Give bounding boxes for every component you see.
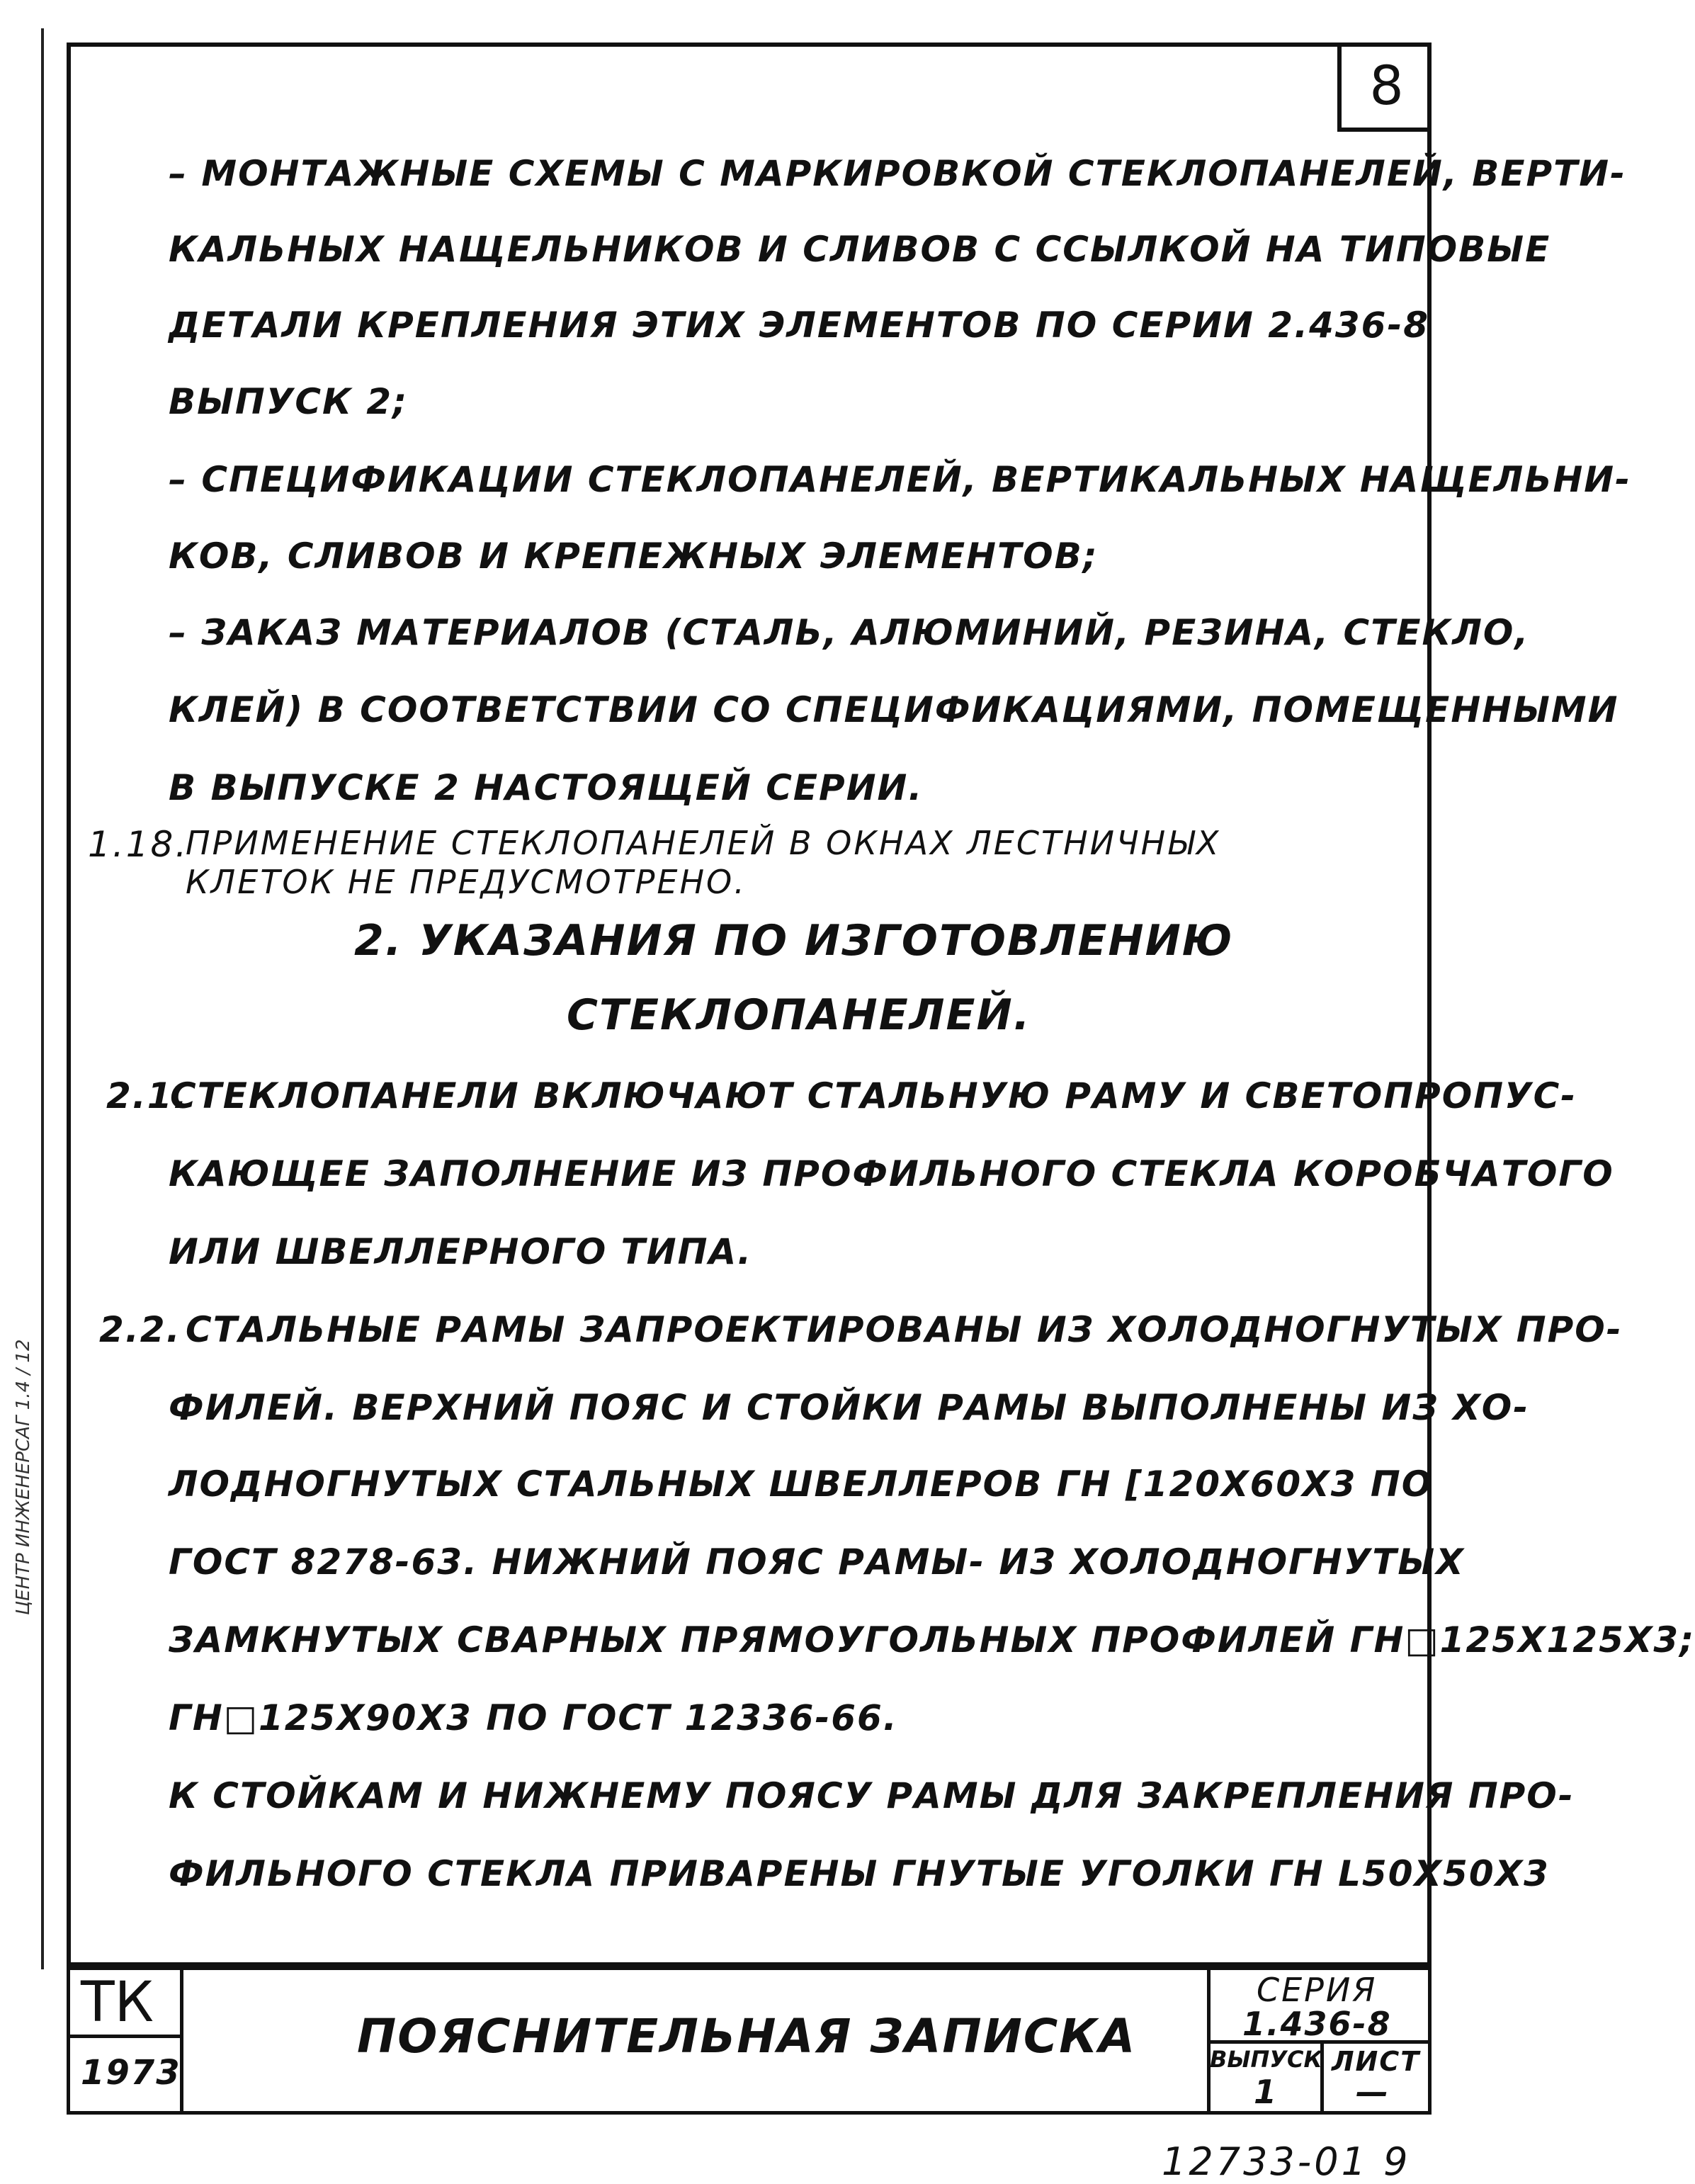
title-block-left-line xyxy=(67,1967,70,2115)
page-number: 8 xyxy=(1337,43,1432,132)
series-label: СЕРИЯ xyxy=(1257,1971,1378,2009)
title-block-org-divider xyxy=(67,2035,183,2038)
body-line: ВЫПУСК 2; xyxy=(169,381,409,422)
issue-value: 1 xyxy=(1254,2073,1279,2111)
item-number: 2.1. xyxy=(106,1075,188,1116)
body-line: КОВ, СЛИВОВ И КРЕПЕЖНЫХ ЭЛЕМЕНТОВ; xyxy=(169,536,1099,577)
body-line: – МОНТАЖНЫЕ СХЕМЫ С МАРКИРОВКОЙ СТЕКЛОПАНЕЛЕЙ, ВЕРТИ- xyxy=(169,153,1626,194)
title-block-top-line xyxy=(67,1967,1432,1970)
left-margin-line xyxy=(41,28,44,1969)
sheet-label: ЛИСТ xyxy=(1332,2046,1421,2077)
year: 1973 xyxy=(81,2053,181,2093)
body-line: – ЗАКАЗ МАТЕРИАЛОВ (СТАЛЬ, АЛЮМИНИЙ, РЕЗИНА, СТЕКЛО, xyxy=(169,612,1530,653)
body-line: ДЕТАЛИ КРЕПЛЕНИЯ ЭТИХ ЭЛЕМЕНТОВ ПО СЕРИИ 2.436-8 xyxy=(169,305,1429,346)
item-text: СТАЛЬНЫЕ РАМЫ ЗАПРОЕКТИРОВАНЫ ИЗ ХОЛОДНОГНУТЫХ ПРО- xyxy=(186,1309,1623,1350)
item-text: КАЮЩЕЕ ЗАПОЛНЕНИЕ ИЗ ПРОФИЛЬНОГО СТЕКЛА КОРОБЧАТОГО xyxy=(169,1153,1614,1194)
item-number: 2.2. xyxy=(99,1309,181,1350)
body-line: КЛЕЙ) В СООТВЕТСТВИИ СО СПЕЦИФИКАЦИЯМИ, ПОМЕЩЕННЫМИ xyxy=(169,689,1619,730)
series-value: 1.436-8 xyxy=(1242,2005,1392,2043)
item-number: 1.18. xyxy=(88,824,189,865)
document-title: ПОЯСНИТЕЛЬНАЯ ЗАПИСКА xyxy=(357,2009,1137,2064)
item-text: ЛОДНОГНУТЫХ СТАЛЬНЫХ ШВЕЛЛЕРОВ ГН [120Х60Х3 ПО xyxy=(169,1464,1434,1505)
item-text: ГОСТ 8278-63. НИЖНИЙ ПОЯС РАМЫ- ИЗ ХОЛОДНОГНУТЫХ xyxy=(169,1541,1465,1583)
title-block-bottom-line xyxy=(67,2111,1432,2115)
issue-label: ВЫПУСК xyxy=(1210,2046,1322,2073)
item-text: ФИЛЕЙ. ВЕРХНИЙ ПОЯС И СТОЙКИ РАМЫ ВЫПОЛНЕНЫ ИЗ ХО- xyxy=(169,1387,1529,1428)
section-heading: СТЕКЛОПАНЕЛЕЙ. xyxy=(567,990,1031,1040)
item-text: ИЛИ ШВЕЛЛЕРНОГО ТИПА. xyxy=(169,1231,753,1272)
body-line: В ВЫПУСКЕ 2 НАСТОЯЩЕЙ СЕРИИ. xyxy=(169,767,924,808)
item-text: КЛЕТОК НЕ ПРЕДУСМОТРЕНО. xyxy=(186,863,747,901)
section-heading: 2. УКАЗАНИЯ ПО ИЗГОТОВЛЕНИЮ xyxy=(354,916,1234,966)
item-text: ПРИМЕНЕНИЕ СТЕКЛОПАНЕЛЕЙ В ОКНАХ ЛЕСТНИЧНЫХ xyxy=(186,824,1221,862)
item-text: ГН□125Х90Х3 ПО ГОСТ 12336-66. xyxy=(169,1697,898,1738)
document-number: 12733-01 9 xyxy=(1162,2139,1411,2184)
body-line: – СПЕЦИФИКАЦИИ СТЕКЛОПАНЕЛЕЙ, ВЕРТИКАЛЬНЫХ НАЩЕЛЬНИ- xyxy=(169,459,1631,500)
body-line: КАЛЬНЫХ НАЩЕЛЬНИКОВ И СЛИВОВ С ССЫЛКОЙ НА ТИПОВЫЕ xyxy=(169,229,1551,270)
organization-code: ТК xyxy=(81,1971,154,2035)
item-text: ЗАМКНУТЫХ СВАРНЫХ ПРЯМОУГОЛЬНЫХ ПРОФИЛЕЙ ГН□125Х125Х3; xyxy=(169,1619,1695,1660)
sheet-value: — xyxy=(1356,2073,1390,2111)
item-text: К СТОЙКАМ И НИЖНЕМУ ПОЯСУ РАМЫ ДЛЯ ЗАКРЕПЛЕНИЯ ПРО- xyxy=(169,1775,1575,1816)
margin-stamp: ЦЕНТР ИНЖЕНЕРСАГ 1.4 / 12 xyxy=(13,1339,34,1615)
item-text: ФИЛЬНОГО СТЕКЛА ПРИВАРЕНЫ ГНУТЫЕ УГОЛКИ ГН L50Х50Х3 xyxy=(169,1853,1550,1894)
title-block xyxy=(67,1967,1432,2122)
item-text: СТЕКЛОПАНЕЛИ ВКЛЮЧАЮТ СТАЛЬНУЮ РАМУ И СВЕТОПРОПУС- xyxy=(170,1075,1577,1116)
